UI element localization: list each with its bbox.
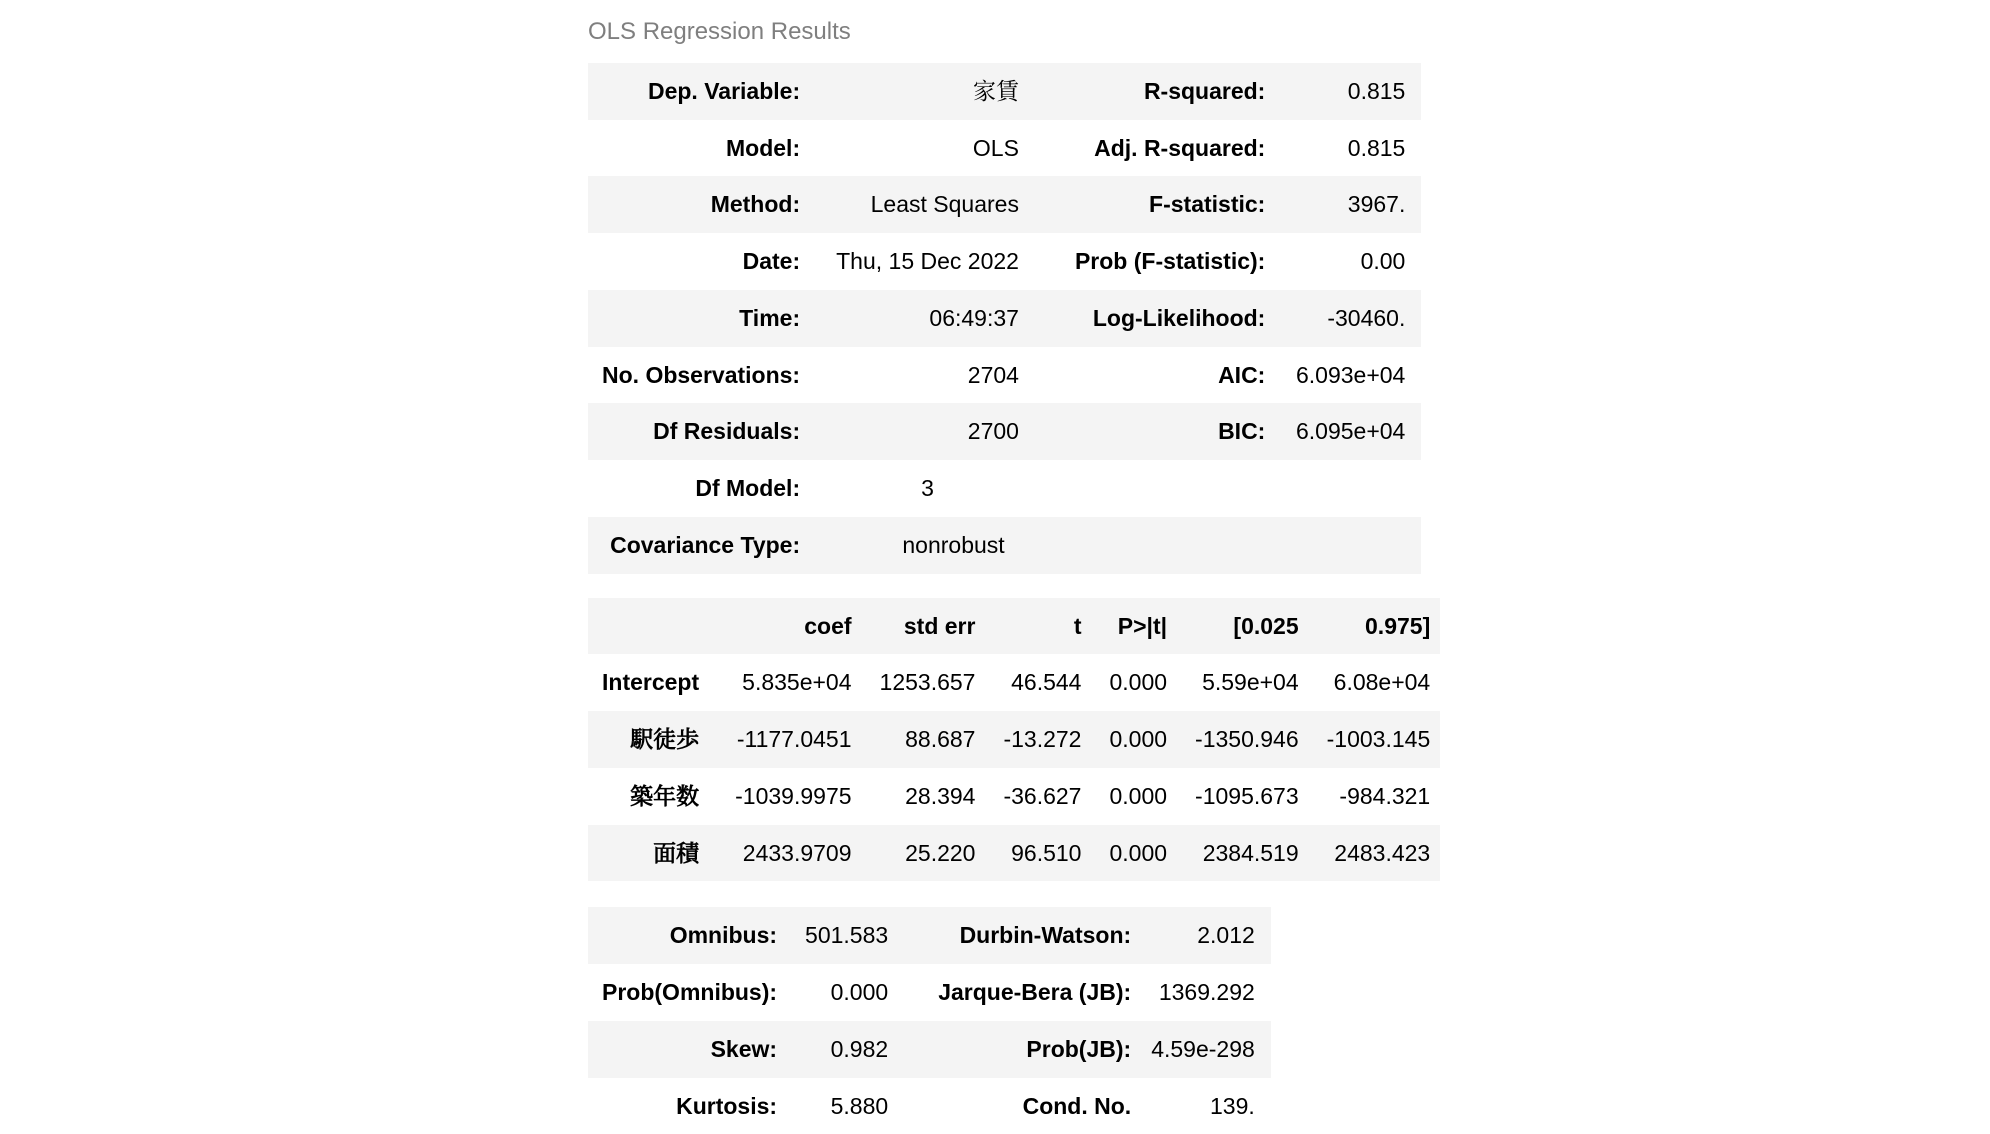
table-row bbox=[588, 347, 1421, 404]
coef-value-menseki: 2433.9709 bbox=[742, 839, 852, 866]
row-value-log-likelihood: -30460. bbox=[1327, 304, 1406, 331]
row-value-durbin-watson: 2.012 bbox=[1197, 922, 1255, 949]
row-label-skew: Skew: bbox=[710, 1035, 778, 1062]
coef-value-chikunensu: -1039.9975 bbox=[735, 782, 852, 809]
row-value-skew: 0.982 bbox=[830, 1035, 889, 1062]
diagnostics-table bbox=[588, 907, 1271, 1134]
table-row bbox=[588, 654, 1440, 711]
t-value-intercept: 46.544 bbox=[1011, 669, 1082, 696]
coef-value-intercept: 5.835e+04 bbox=[742, 669, 852, 696]
table-gap-1 bbox=[588, 574, 1440, 598]
row-value-empty-2 bbox=[1275, 517, 1421, 574]
row-value-covariance-type: nonrobust bbox=[902, 531, 1005, 558]
model-info-table bbox=[588, 63, 1421, 574]
p-value-menseki: 0.000 bbox=[1109, 839, 1168, 866]
coefficients-table bbox=[588, 598, 1440, 882]
row-value-method: Least Squares bbox=[870, 191, 1019, 218]
row-label-adj-r-squared: Adj. R-squared: bbox=[1094, 134, 1266, 161]
row-value-omnibus: 501.583 bbox=[805, 922, 889, 949]
row-label-log-likelihood: Log-Likelihood: bbox=[1092, 304, 1266, 331]
table-row bbox=[588, 1021, 1271, 1078]
table-row bbox=[588, 711, 1440, 768]
std-err-ekitoho: 88.687 bbox=[905, 726, 976, 753]
t-value-menseki: 96.510 bbox=[1011, 839, 1082, 866]
row-value-prob-f-statistic: 0.00 bbox=[1360, 248, 1406, 275]
table-row bbox=[588, 907, 1271, 964]
row-label-prob-omnibus: Prob(Omnibus): bbox=[602, 979, 778, 1006]
column-header-t: t bbox=[1073, 612, 1082, 639]
std-err-menseki: 25.220 bbox=[905, 839, 976, 866]
ci-low-menseki: 2384.519 bbox=[1202, 839, 1299, 866]
ci-low-chikunensu: -1095.673 bbox=[1195, 782, 1299, 809]
row-label-kurtosis: Kurtosis: bbox=[676, 1092, 778, 1119]
column-header-std-err: std err bbox=[903, 612, 976, 639]
row-label-model: Model: bbox=[726, 134, 801, 161]
row-value-prob-jb: 4.59e-298 bbox=[1151, 1035, 1255, 1062]
t-value-chikunensu: -36.627 bbox=[1003, 782, 1082, 809]
table-row bbox=[588, 290, 1421, 347]
row-label-covariance-type: Covariance Type: bbox=[610, 531, 801, 558]
row-label-jarque-bera: Jarque-Bera (JB): bbox=[938, 979, 1132, 1006]
ci-high-menseki: 2483.423 bbox=[1334, 839, 1431, 866]
std-err-intercept: 1253.657 bbox=[879, 669, 976, 696]
row-label-no-observations: No. Observations: bbox=[602, 361, 801, 388]
table-row bbox=[588, 403, 1421, 460]
row-value-dep-variable: 家賃 bbox=[972, 77, 1019, 104]
coef-row-name-intercept: Intercept bbox=[602, 669, 700, 696]
p-value-intercept: 0.000 bbox=[1109, 669, 1168, 696]
p-value-chikunensu: 0.000 bbox=[1109, 782, 1168, 809]
table-row bbox=[588, 825, 1440, 882]
row-value-no-observations: 2704 bbox=[967, 361, 1019, 388]
coef-row-name-menseki: 面積 bbox=[653, 839, 700, 866]
coefficients-body bbox=[588, 598, 1440, 882]
row-label-method: Method: bbox=[710, 191, 801, 218]
model-info-body bbox=[588, 63, 1421, 574]
table-row bbox=[588, 176, 1421, 233]
row-label-df-residuals: Df Residuals: bbox=[653, 418, 801, 445]
ci-high-chikunensu: -984.321 bbox=[1339, 782, 1431, 809]
row-value-bic: 6.095e+04 bbox=[1295, 418, 1406, 445]
diagnostics-body bbox=[588, 907, 1271, 1134]
row-label-dep-variable: Dep. Variable: bbox=[647, 77, 801, 104]
page-title: OLS Regression Results bbox=[588, 18, 851, 45]
table-row bbox=[588, 517, 1421, 574]
row-label-r-squared: R-squared: bbox=[1143, 77, 1266, 104]
table-row bbox=[588, 964, 1271, 1021]
row-value-prob-omnibus: 0.000 bbox=[830, 979, 889, 1006]
row-value-cond-no: 139. bbox=[1210, 1092, 1255, 1119]
coef-row-name-chikunensu: 築年数 bbox=[630, 782, 700, 809]
row-value-adj-r-squared: 0.815 bbox=[1347, 134, 1406, 161]
row-value-jarque-bera: 1369.292 bbox=[1158, 979, 1255, 1006]
ci-low-intercept: 5.59e+04 bbox=[1202, 669, 1299, 696]
ci-high-intercept: 6.08e+04 bbox=[1333, 669, 1431, 696]
row-value-df-residuals: 2700 bbox=[967, 418, 1019, 445]
row-label-f-statistic: F-statistic: bbox=[1149, 191, 1266, 218]
table-row bbox=[588, 1078, 1271, 1134]
ci-high-ekitoho: -1003.145 bbox=[1326, 726, 1431, 753]
row-label-time: Time: bbox=[739, 304, 801, 331]
table-row bbox=[588, 233, 1421, 290]
row-value-empty-1 bbox=[1275, 460, 1421, 517]
row-label-date: Date: bbox=[742, 248, 801, 275]
column-header-ci-high: 0.975] bbox=[1365, 612, 1431, 639]
row-label-omnibus: Omnibus: bbox=[669, 922, 778, 949]
row-label-empty-2 bbox=[1045, 517, 1275, 574]
row-label-aic: AIC: bbox=[1218, 361, 1266, 388]
column-header-term bbox=[588, 598, 717, 655]
ols-summary bbox=[588, 18, 1440, 1134]
row-label-df-model: Df Model: bbox=[695, 475, 801, 502]
row-value-r-squared: 0.815 bbox=[1347, 77, 1406, 104]
column-header-p-value: P>|t| bbox=[1117, 612, 1168, 639]
table-row bbox=[588, 768, 1440, 825]
row-value-model: OLS bbox=[972, 134, 1019, 161]
coef-value-ekitoho: -1177.0451 bbox=[736, 726, 852, 753]
row-label-prob-jb: Prob(JB): bbox=[1026, 1035, 1132, 1062]
row-value-kurtosis: 5.880 bbox=[830, 1092, 889, 1119]
ci-low-ekitoho: -1350.946 bbox=[1195, 726, 1299, 753]
row-label-prob-f-statistic: Prob (F-statistic): bbox=[1074, 248, 1266, 275]
row-label-cond-no: Cond. No. bbox=[1022, 1092, 1132, 1119]
column-header-coef: coef bbox=[804, 612, 852, 639]
table-row bbox=[588, 120, 1421, 177]
row-value-date: Thu, 15 Dec 2022 bbox=[836, 248, 1019, 275]
coef-row-name-ekitoho: 駅徒歩 bbox=[630, 726, 700, 753]
row-value-aic: 6.093e+04 bbox=[1295, 361, 1406, 388]
row-label-durbin-watson: Durbin-Watson: bbox=[959, 922, 1132, 949]
row-value-df-model: 3 bbox=[921, 475, 934, 502]
table-row bbox=[588, 460, 1421, 517]
row-label-empty-1 bbox=[1045, 460, 1275, 517]
column-header-ci-low: [0.025 bbox=[1233, 612, 1299, 639]
table-row bbox=[588, 63, 1421, 120]
t-value-ekitoho: -13.272 bbox=[1003, 726, 1082, 753]
table-gap-2 bbox=[588, 881, 1440, 907]
std-err-chikunensu: 28.394 bbox=[905, 782, 976, 809]
table-header-row bbox=[588, 598, 1440, 655]
row-label-bic: BIC: bbox=[1218, 418, 1266, 445]
p-value-ekitoho: 0.000 bbox=[1109, 726, 1168, 753]
row-value-f-statistic: 3967. bbox=[1347, 191, 1406, 218]
row-value-time: 06:49:37 bbox=[929, 304, 1019, 331]
